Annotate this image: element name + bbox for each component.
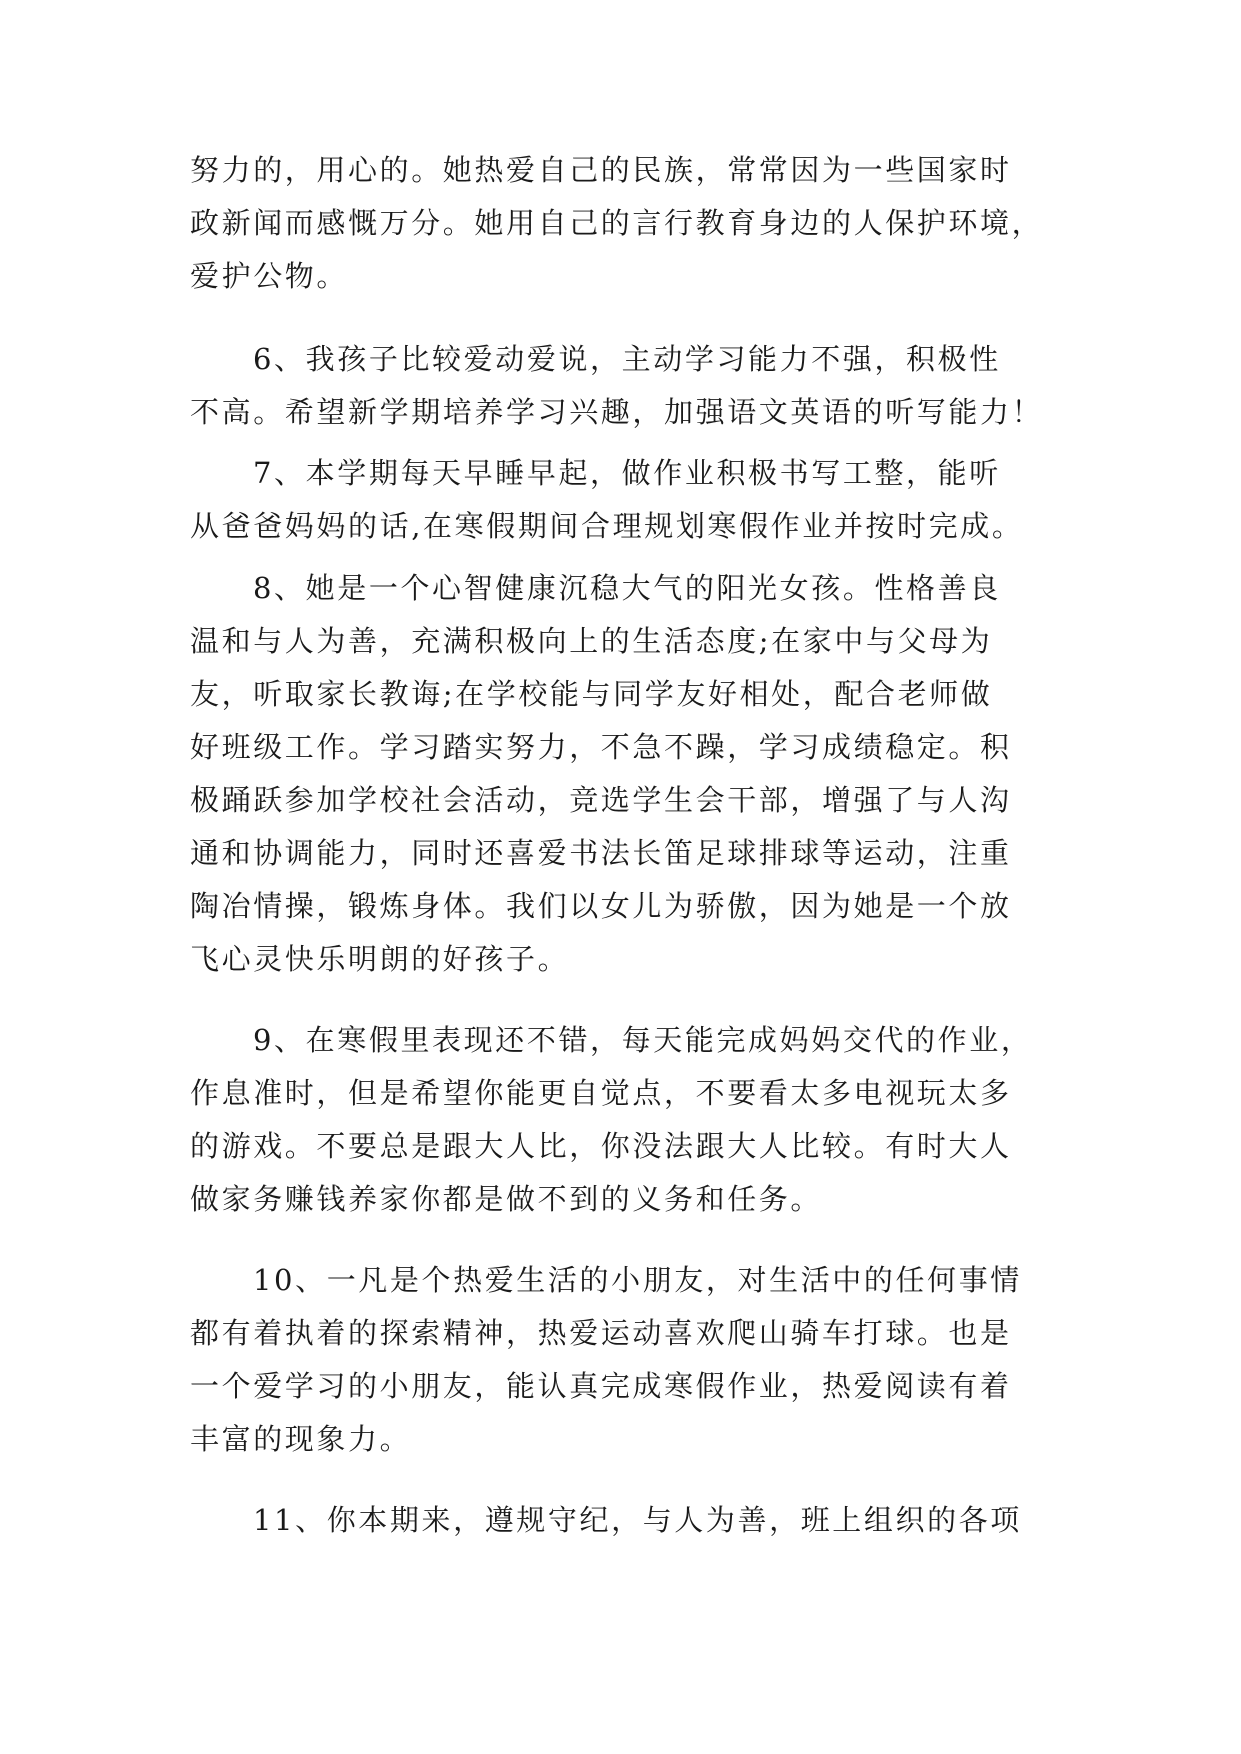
text-line: 爱护公物。 xyxy=(190,259,349,293)
text-line: 10、一凡是个热爱生活的小朋友，对生活中的任何事情 xyxy=(253,1263,1022,1297)
text-line: 11、你本期来，遵规守纪，与人为善，班上组织的各项 xyxy=(253,1503,1022,1537)
text-line: 7、本学期每天早睡早起，做作业积极书写工整，能听 xyxy=(253,456,1001,490)
text-line: 温和与人为善，充满积极向上的生活态度;在家中与父母为 xyxy=(190,624,993,658)
text-line: 的游戏。不要总是跟大人比，你没法跟大人比较。有时大人 xyxy=(190,1129,1012,1163)
text-line: 政新闻而感慨万分。她用自己的言行教育身边的人保护环境， xyxy=(190,206,1044,240)
text-line: 丰富的现象力。 xyxy=(190,1422,412,1456)
text-line: 一个爱学习的小朋友，能认真完成寒假作业，热爱阅读有着 xyxy=(190,1369,1012,1403)
text-line: 飞心灵快乐明朗的好孩子。 xyxy=(190,942,570,976)
text-line: 好班级工作。学习踏实努力，不急不躁，学习成绩稳定。积 xyxy=(190,730,1012,764)
text-line: 从爸爸妈妈的话,在寒假期间合理规划寒假作业并按时完成。 xyxy=(190,509,1024,543)
text-line: 不高。希望新学期培养学习兴趣，加强语文英语的听写能力！ xyxy=(190,395,1044,429)
text-line: 都有着执着的探索精神，热爱运动喜欢爬山骑车打球。也是 xyxy=(190,1316,1012,1350)
text-line: 做家务赚钱养家你都是做不到的义务和任务。 xyxy=(190,1182,823,1216)
text-line: 作息准时，但是希望你能更自觉点，不要看太多电视玩太多 xyxy=(190,1076,1012,1110)
text-line: 陶冶情操，锻炼身体。我们以女儿为骄傲，因为她是一个放 xyxy=(190,889,1012,923)
text-line: 友，听取家长教诲;在学校能与同学友好相处，配合老师做 xyxy=(190,677,993,711)
text-line: 6、我孩子比较爱动爱说，主动学习能力不强，积极性 xyxy=(253,342,1001,376)
text-line: 9、在寒假里表现还不错，每天能完成妈妈交代的作业， xyxy=(253,1023,1033,1057)
text-line: 通和协调能力，同时还喜爱书法长笛足球排球等运动，注重 xyxy=(190,836,1012,870)
text-line: 8、她是一个心智健康沉稳大气的阳光女孩。性格善良 xyxy=(253,571,1001,605)
text-line: 极踊跃参加学校社会活动，竞选学生会干部，增强了与人沟 xyxy=(190,783,1012,817)
text-line: 努力的，用心的。她热爱自己的民族，常常因为一些国家时 xyxy=(190,153,1012,187)
